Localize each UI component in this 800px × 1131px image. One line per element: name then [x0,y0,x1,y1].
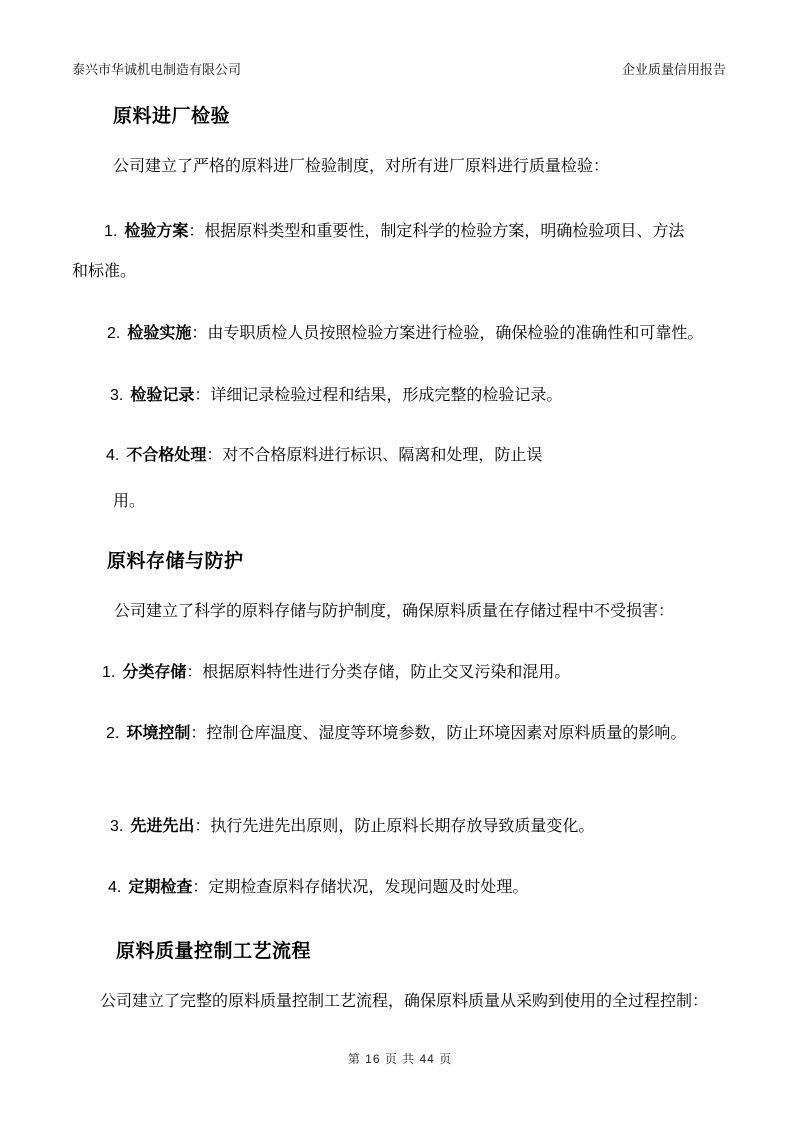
item-label: 定期检查 [128,879,193,896]
section-intro: 公司建立了科学的原料存储与防护制度，确保原料质量在存储过程中不受损害： [114,603,675,620]
item-separator: ： [188,223,205,240]
item-label: 检验实施 [127,325,192,342]
item-number: 3. [110,818,124,835]
item-label: 不合格处理 [126,447,207,464]
item-text: 根据原料特性进行分类存储，防止交叉污染和混用。 [202,664,571,681]
item-text: 根据原料类型和重要性，制定科学的检验方案，明确检验项目、方法 [204,223,685,240]
list-item [107,324,703,343]
list-item [110,386,562,405]
item-text: 对不合格原料进行标识、隔离和处理，防止误 [222,447,543,464]
item-separator: ： [206,447,223,464]
item-text: 控制仓库温度、湿度等环境参数，防止环境因素对原料质量的影响。 [206,725,687,742]
item-label: 检验方案 [124,223,189,240]
header-report-title: 企业质量信用报告 [621,62,726,77]
list-item [108,878,528,897]
item-label: 检验记录 [130,387,195,404]
item-number: 2. [107,325,121,342]
page-number: 第 16 页 共 44 页 [347,1052,453,1066]
list-item-continuation: 和标准。 [72,263,137,280]
item-label: 分类存储 [122,664,187,681]
item-separator: ： [194,818,211,835]
list-item [102,663,570,682]
section-intro: 公司建立了完整的原料质量控制工艺流程，确保原料质量从采购到使用的全过程控制： [100,993,709,1010]
item-number: 4. [106,447,120,464]
item-number: 2. [106,725,120,742]
item-number: 1. [104,223,118,240]
item-separator: ： [186,664,203,681]
list-item [110,817,594,836]
list-item-continuation: 用。 [113,493,146,510]
item-number: 3. [110,387,124,404]
item-separator: ： [191,325,208,342]
section-heading-storage-protection: 原料存储与防护 [107,551,244,572]
list-item [106,724,686,743]
item-label: 先进先出 [130,818,195,835]
item-label: 环境控制 [126,725,191,742]
item-number: 1. [102,664,116,681]
section-heading-process-flow: 原料质量控制工艺流程 [116,941,312,962]
list-item [106,446,542,465]
header-company-name: 泰兴市华诚机电制造有限公司 [72,62,242,77]
item-separator: ： [194,387,211,404]
item-text: 详细记录检验过程和结果，形成完整的检验记录。 [210,387,563,404]
list-item [104,222,684,241]
item-separator: ： [192,879,209,896]
item-text: 由专职质检人员按照检验方案进行检验，确保检验的准确性和可靠性。 [207,325,704,342]
item-number: 4. [108,879,122,896]
item-text: 执行先进先出原则，防止原料长期存放导致质量变化。 [210,818,595,835]
item-text: 定期检查原料存储状况，发现问题及时处理。 [208,879,529,896]
section-heading-incoming-inspection: 原料进厂检验 [113,106,231,127]
item-separator: ： [190,725,207,742]
section-intro: 公司建立了严格的原料进厂检验制度，对所有进厂原料进行质量检验： [113,158,610,175]
